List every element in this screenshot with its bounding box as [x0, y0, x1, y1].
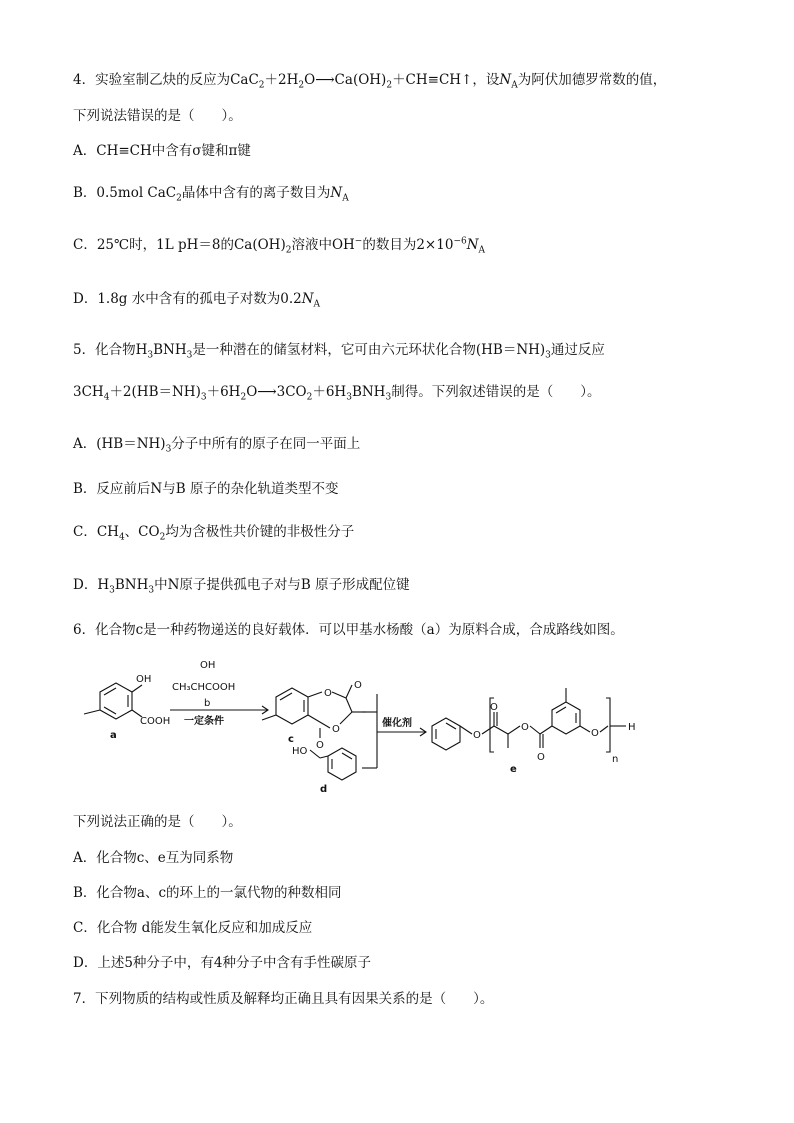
reagent-b-formula: CH₃CHCOOH — [172, 682, 236, 693]
q6-stem: 6．化合物c是一种药物递送的良好载体．可以甲基水杨酸（a）为原料合成，合成路线如图。 — [73, 622, 624, 638]
compound-label-a: a — [110, 730, 117, 741]
q5-stem-line1: 5．化合物$H_3BNH_3$是一种潜在的储氢材料，它可由六元环状化合物$(HB=NH)_3$通过反应 — [73, 342, 605, 361]
q4-option-d: D．1.8g 水中含有的孤电子对数为$0.2N_A$ — [73, 291, 321, 310]
q6-prompt: 下列说法正确的是（ ）。 — [73, 814, 242, 830]
synthesis-scheme-svg — [70, 652, 650, 802]
compound-e-o-label-4: O — [537, 752, 545, 763]
compound-e-o-label-3: O — [521, 722, 529, 733]
polymer-bracket-right — [606, 698, 610, 752]
q6-option-b: B．化合物a、c的环上的一氯代物的种数相同 — [73, 885, 342, 901]
compound-e-h-label: H — [628, 722, 636, 733]
compound-label-e: e — [510, 764, 517, 775]
compound-c-o-label-4: O — [316, 740, 324, 751]
polymer-n-label: n — [612, 754, 619, 765]
compound-a-oh-label: OH — [136, 674, 152, 685]
q5-option-c: C．$CH_4$、$CO_2$均为含极性共价键的非极性分子 — [73, 524, 355, 543]
catalyst-label: 催化剂 — [382, 718, 412, 729]
reagent-b-oh-label: OH — [200, 660, 216, 671]
q5-option-b: B．反应前后N与B 原子的杂化轨道类型不变 — [73, 481, 339, 497]
q6-option-c: C．化合物 d能发生氧化反应和加成反应 — [73, 920, 313, 936]
compound-c-o-label-1: O — [324, 688, 332, 699]
q6-option-a: A．化合物c、e互为同系物 — [73, 850, 234, 866]
q4-option-a: A．CH≡CH中含有σ键和π键 — [73, 143, 251, 159]
q7-stem: 7．下列物质的结构或性质及解释均正确且具有因果关系的是（ ）。 — [73, 991, 494, 1007]
compound-a-cooh-label: COOH — [140, 716, 171, 727]
q4-option-c: C．25℃时，1L pH＝8的$Ca(OH)_2$溶液中OH−的数目为$2\times 10^{-6}N_A$ — [73, 236, 486, 256]
reagent-label-b: b — [204, 698, 211, 709]
q4-stem-line2: 下列说法错误的是（ ）。 — [73, 108, 242, 124]
q4-stem-line1: 4．实验室制乙炔的反应为$CaC_2+2H_2O⟶Ca(OH)_2+CH\equiv CH↑$，设$N_A$为阿伏加德罗常数的值， — [73, 72, 667, 91]
compound-e-o-label-2: O — [490, 702, 498, 713]
compound-c-o-label-3: O — [332, 724, 340, 735]
q4-option-b: B．0.5mol CaC$_2$晶体中含有的离子数目为$N_A$ — [73, 185, 349, 204]
compound-c-o-label-2: O — [354, 680, 362, 691]
q5-option-a: A．$(HB=NH)_3$分子中所有的原子在同一平面上 — [73, 436, 361, 455]
q6-option-d: D．上述5种分子中，有4种分子中含有手性碳原子 — [73, 955, 372, 971]
q5-option-d: D．$H_3BNH_3$中N原子提供孤电子对与B 原子形成配位键 — [73, 577, 410, 596]
compound-e-o-label-1: O — [473, 730, 481, 741]
compound-label-c: c — [288, 734, 294, 745]
compound-d-ho-label: HO — [292, 746, 308, 757]
reaction-condition: 一定条件 — [184, 716, 224, 727]
synthesis-scheme — [70, 652, 650, 802]
compound-label-d: d — [320, 784, 328, 795]
compound-e-o-label-5: O — [591, 728, 599, 739]
q5-stem-line2: $3CH_4+2(HB=NH)_3+6H_2O⟶3CO_2+6H_3BNH_3$制得。下列叙述错误的是（ ）。 — [73, 384, 601, 403]
